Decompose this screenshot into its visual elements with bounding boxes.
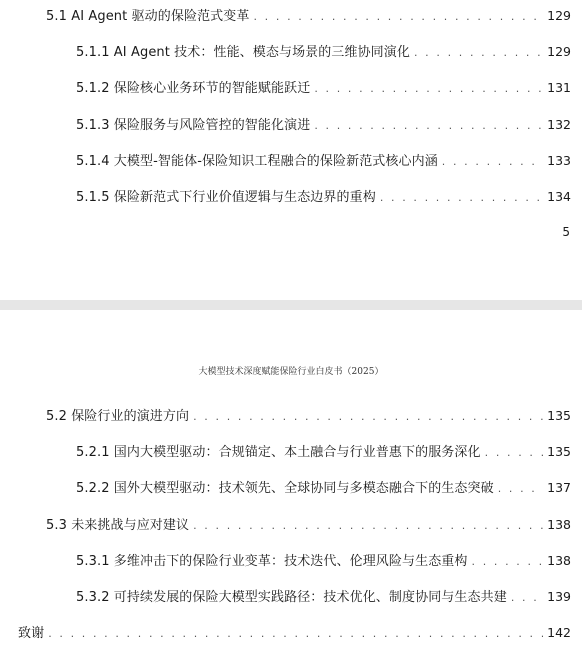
- toc-entry[interactable]: [46, 6, 571, 26]
- toc-entry[interactable]: [18, 623, 571, 643]
- toc-entry-page: 137: [547, 480, 571, 495]
- toc-entry[interactable]: [76, 442, 571, 462]
- toc-entry[interactable]: [76, 115, 571, 135]
- toc-leader-dots: [193, 516, 543, 536]
- toc-leader-dots: [253, 7, 543, 27]
- toc-entry-title: 5.3.2 可持续发展的保险大模型实践路径：技术优化、制度协同与生态共建: [76, 590, 507, 605]
- toc-leader-dots: [511, 588, 543, 608]
- document-page-top: [0, 0, 582, 300]
- toc-entry[interactable]: [76, 478, 571, 498]
- document-page-bottom: [0, 310, 582, 652]
- toc-entry-title: 5.1.3 保险服务与风险管控的智能化演进: [76, 118, 311, 133]
- toc-leader-dots: [193, 407, 543, 427]
- toc-entry-title: 5.2.1 国内大模型驱动：合规锚定、本土融合与行业普惠下的服务深化: [76, 445, 481, 460]
- toc-entry-title: 5.1.5 保险新范式下行业价值逻辑与生态边界的重构: [76, 190, 376, 205]
- toc-entry-title: 5.1.1 AI Agent 技术：性能、模态与场景的三维协同演化: [76, 45, 410, 60]
- toc-entry[interactable]: [76, 78, 571, 98]
- toc-leader-dots: [314, 79, 543, 99]
- toc-entry[interactable]: [76, 42, 571, 62]
- toc-leader-dots: [498, 479, 543, 499]
- toc-leader-dots: [314, 116, 543, 136]
- toc-entry-title: 5.2.2 国外大模型驱动：技术领先、全球协同与多模态融合下的生态突破: [76, 481, 494, 496]
- toc-entry-page: 131: [547, 80, 571, 95]
- toc-leader-dots: [442, 152, 543, 172]
- toc-entry-page: 142: [547, 625, 571, 640]
- toc-entry-page: 134: [547, 189, 571, 204]
- toc-leader-dots: [485, 443, 544, 463]
- toc-leader-dots: [380, 188, 543, 208]
- toc-entry-page: 132: [547, 117, 571, 132]
- toc-leader-dots: [414, 43, 543, 63]
- toc-entry-title: 5.1 AI Agent 驱动的保险范式变革: [46, 9, 250, 24]
- toc-entry-title: 5.3 未来挑战与应对建议: [46, 518, 190, 533]
- toc-entry[interactable]: [76, 151, 571, 171]
- toc-entry[interactable]: [46, 406, 571, 426]
- toc-entry-page: 138: [547, 553, 571, 568]
- toc-entry[interactable]: [76, 187, 571, 207]
- toc-entry-title: 致谢: [18, 626, 45, 641]
- toc-entry[interactable]: [46, 515, 571, 535]
- toc-entry-page: 129: [547, 44, 571, 59]
- toc-entry-page: 135: [547, 444, 571, 459]
- toc-entry-page: 129: [547, 8, 571, 23]
- toc-entry[interactable]: [76, 551, 571, 571]
- toc-entry-title: 5.1.4 大模型-智能体-保险知识工程融合的保险新范式核心内涵: [76, 154, 438, 169]
- page-number: 5: [562, 225, 570, 239]
- running-header: 大模型技术深度赋能保险行业白皮书（2025）: [198, 367, 384, 377]
- toc-entry-title: 5.3.1 多维冲击下的保险行业变革：技术迭代、伦理风险与生态重构: [76, 554, 468, 569]
- toc-entry-page: 139: [547, 589, 571, 604]
- toc-entry[interactable]: [76, 587, 571, 607]
- toc-leader-dots: [48, 624, 543, 644]
- toc-entry-page: 138: [547, 517, 571, 532]
- toc-entry-title: 5.1.2 保险核心业务环节的智能赋能跃迁: [76, 81, 311, 96]
- toc-entry-page: 135: [547, 408, 571, 423]
- toc-entry-page: 133: [547, 153, 571, 168]
- toc-entry-title: 5.2 保险行业的演进方向: [46, 409, 190, 424]
- toc-leader-dots: [472, 552, 544, 572]
